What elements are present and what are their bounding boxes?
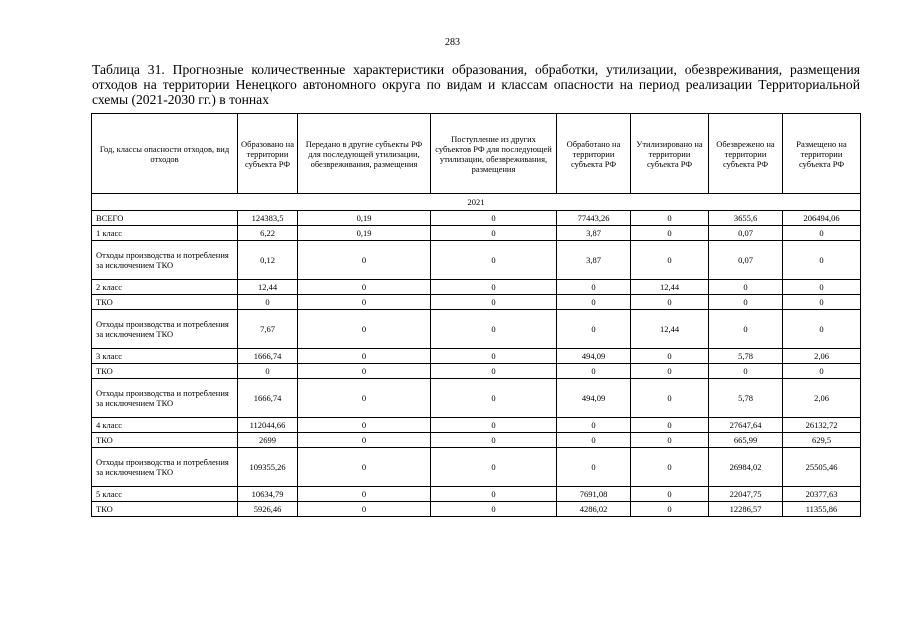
table-row [92,280,861,295]
value-cell: 3,87 [557,241,631,280]
value-cell: 0 [431,241,557,280]
value-cell: 0 [557,418,631,433]
value-cell: 0 [557,295,631,310]
value-cell: 0 [631,241,709,280]
value-cell: 0 [298,448,431,487]
value-cell: 0 [631,364,709,379]
value-cell: 0 [431,418,557,433]
value-cell: 5,78 [709,379,783,418]
value-cell: 0 [298,241,431,280]
value-cell: 494,09 [557,349,631,364]
value-cell: 5,78 [709,349,783,364]
value-cell: 206494,06 [783,211,861,226]
header-cell-processed: Обработано на территории субъекта РФ [557,114,631,194]
table-row [92,211,861,226]
value-cell: 0 [631,418,709,433]
value-cell: 0 [298,379,431,418]
value-cell: 0 [238,364,298,379]
value-cell: 0 [631,487,709,502]
table-row [92,349,861,364]
value-cell: 12286,57 [709,502,783,517]
table-row [92,241,861,280]
value-cell: 0 [709,364,783,379]
value-cell: 0 [298,487,431,502]
row-label-cell: ТКО [92,364,238,379]
table-row [92,295,861,310]
table-row [92,502,861,517]
value-cell: 0 [783,364,861,379]
value-cell: 3,87 [557,226,631,241]
value-cell: 20377,63 [783,487,861,502]
table-row [92,379,861,418]
value-cell: 0 [431,487,557,502]
value-cell: 6,22 [238,226,298,241]
value-cell: 7,67 [238,310,298,349]
value-cell: 0 [431,295,557,310]
value-cell: 0 [631,502,709,517]
value-cell: 0 [783,241,861,280]
value-cell: 10634,79 [238,487,298,502]
value-cell: 0 [783,226,861,241]
value-cell: 0,07 [709,226,783,241]
value-cell: 2699 [238,433,298,448]
row-label-cell: 3 класс [92,349,238,364]
table-row [92,448,861,487]
value-cell: 0 [557,448,631,487]
value-cell: 26984,02 [709,448,783,487]
value-cell: 27647,64 [709,418,783,433]
value-cell: 12,44 [631,310,709,349]
header-row [92,114,861,194]
value-cell: 0 [298,280,431,295]
value-cell: 665,99 [709,433,783,448]
table-row [92,418,861,433]
value-cell: 77443,26 [557,211,631,226]
value-cell: 0 [631,448,709,487]
row-label-cell: 4 класс [92,418,238,433]
value-cell: 0 [298,349,431,364]
value-cell: 0 [431,211,557,226]
value-cell: 0 [298,418,431,433]
value-cell: 0,07 [709,241,783,280]
row-label-cell: 1 класс [92,226,238,241]
value-cell: 494,09 [557,379,631,418]
table-caption: Таблица 31. Прогнозные количественные характеристики образования, обработки, утилизации, обезвреживания, размещения отходов на территории Ненецкого автономного округа по видам и классам опасности на период реализации Территориальной схемы (2021-2030 гг.) в тоннах [92,62,860,107]
row-label-cell: Отходы производства и потребления за исключением ТКО [92,310,238,349]
value-cell: 0 [557,310,631,349]
value-cell: 0 [631,226,709,241]
row-label-cell: ВСЕГО [92,211,238,226]
header-cell-generated: Образовано на территории субъекта РФ [238,114,298,194]
value-cell: 0 [431,379,557,418]
value-cell: 0 [783,280,861,295]
value-cell: 0 [631,433,709,448]
value-cell: 26132,72 [783,418,861,433]
header-cell-placed: Размещено на территории субъекта РФ [783,114,861,194]
table-row [92,433,861,448]
header-cell-received: Поступление из других субъектов РФ для последующей утилизации, обезвреживания, размещения [431,114,557,194]
row-label-cell: 5 класс [92,487,238,502]
value-cell: 109355,26 [238,448,298,487]
value-cell: 2,06 [783,349,861,364]
year-row [92,194,861,211]
row-label-cell: ТКО [92,295,238,310]
table-row [92,310,861,349]
value-cell: 1666,74 [238,349,298,364]
value-cell: 0 [431,280,557,295]
value-cell: 0 [431,349,557,364]
value-cell: 2,06 [783,379,861,418]
table-row [92,364,861,379]
value-cell: 124383,5 [238,211,298,226]
table-row [92,487,861,502]
row-label-cell: Отходы производства и потребления за исключением ТКО [92,448,238,487]
row-label-cell: ТКО [92,433,238,448]
forecast-table [91,113,861,517]
page-number: 283 [445,37,460,48]
value-cell: 0,19 [298,211,431,226]
value-cell: 0 [298,364,431,379]
value-cell: 0 [431,310,557,349]
header-cell-transferred: Передано в другие субъекты РФ для последующей утилизации, обезвреживания, размещения [298,114,431,194]
value-cell: 0 [238,295,298,310]
value-cell: 0 [709,295,783,310]
value-cell: 0 [557,280,631,295]
value-cell: 0 [298,433,431,448]
value-cell: 0 [631,349,709,364]
value-cell: 0 [431,502,557,517]
value-cell: 112044,66 [238,418,298,433]
value-cell: 0 [631,295,709,310]
table-row [92,226,861,241]
header-cell-category: Год, классы опасности отходов, вид отходов [92,114,238,194]
header-cell-neutralized: Обезврежено на территории субъекта РФ [709,114,783,194]
value-cell: 0 [298,295,431,310]
value-cell: 0,19 [298,226,431,241]
value-cell: 0 [783,295,861,310]
value-cell: 0 [631,379,709,418]
row-label-cell: ТКО [92,502,238,517]
value-cell: 0 [431,364,557,379]
value-cell: 0 [298,310,431,349]
value-cell: 7691,08 [557,487,631,502]
year-cell: 2021 [92,194,861,211]
value-cell: 12,44 [238,280,298,295]
value-cell: 0 [557,433,631,448]
value-cell: 22047,75 [709,487,783,502]
row-label-cell: 2 класс [92,280,238,295]
value-cell: 3655,6 [709,211,783,226]
value-cell: 1666,74 [238,379,298,418]
value-cell: 0 [709,280,783,295]
value-cell: 629,5 [783,433,861,448]
row-label-cell: Отходы производства и потребления за исключением ТКО [92,379,238,418]
value-cell: 0 [783,310,861,349]
value-cell: 25505,46 [783,448,861,487]
value-cell: 0 [431,433,557,448]
value-cell: 11355,86 [783,502,861,517]
value-cell: 5926,46 [238,502,298,517]
value-cell: 0 [557,364,631,379]
header-cell-utilized: Утилизировано на территории субъекта РФ [631,114,709,194]
value-cell: 0 [631,211,709,226]
value-cell: 0 [431,226,557,241]
value-cell: 0 [709,310,783,349]
row-label-cell: Отходы производства и потребления за исключением ТКО [92,241,238,280]
value-cell: 12,44 [631,280,709,295]
value-cell: 0 [431,448,557,487]
value-cell: 4286,02 [557,502,631,517]
value-cell: 0 [298,502,431,517]
value-cell: 0,12 [238,241,298,280]
